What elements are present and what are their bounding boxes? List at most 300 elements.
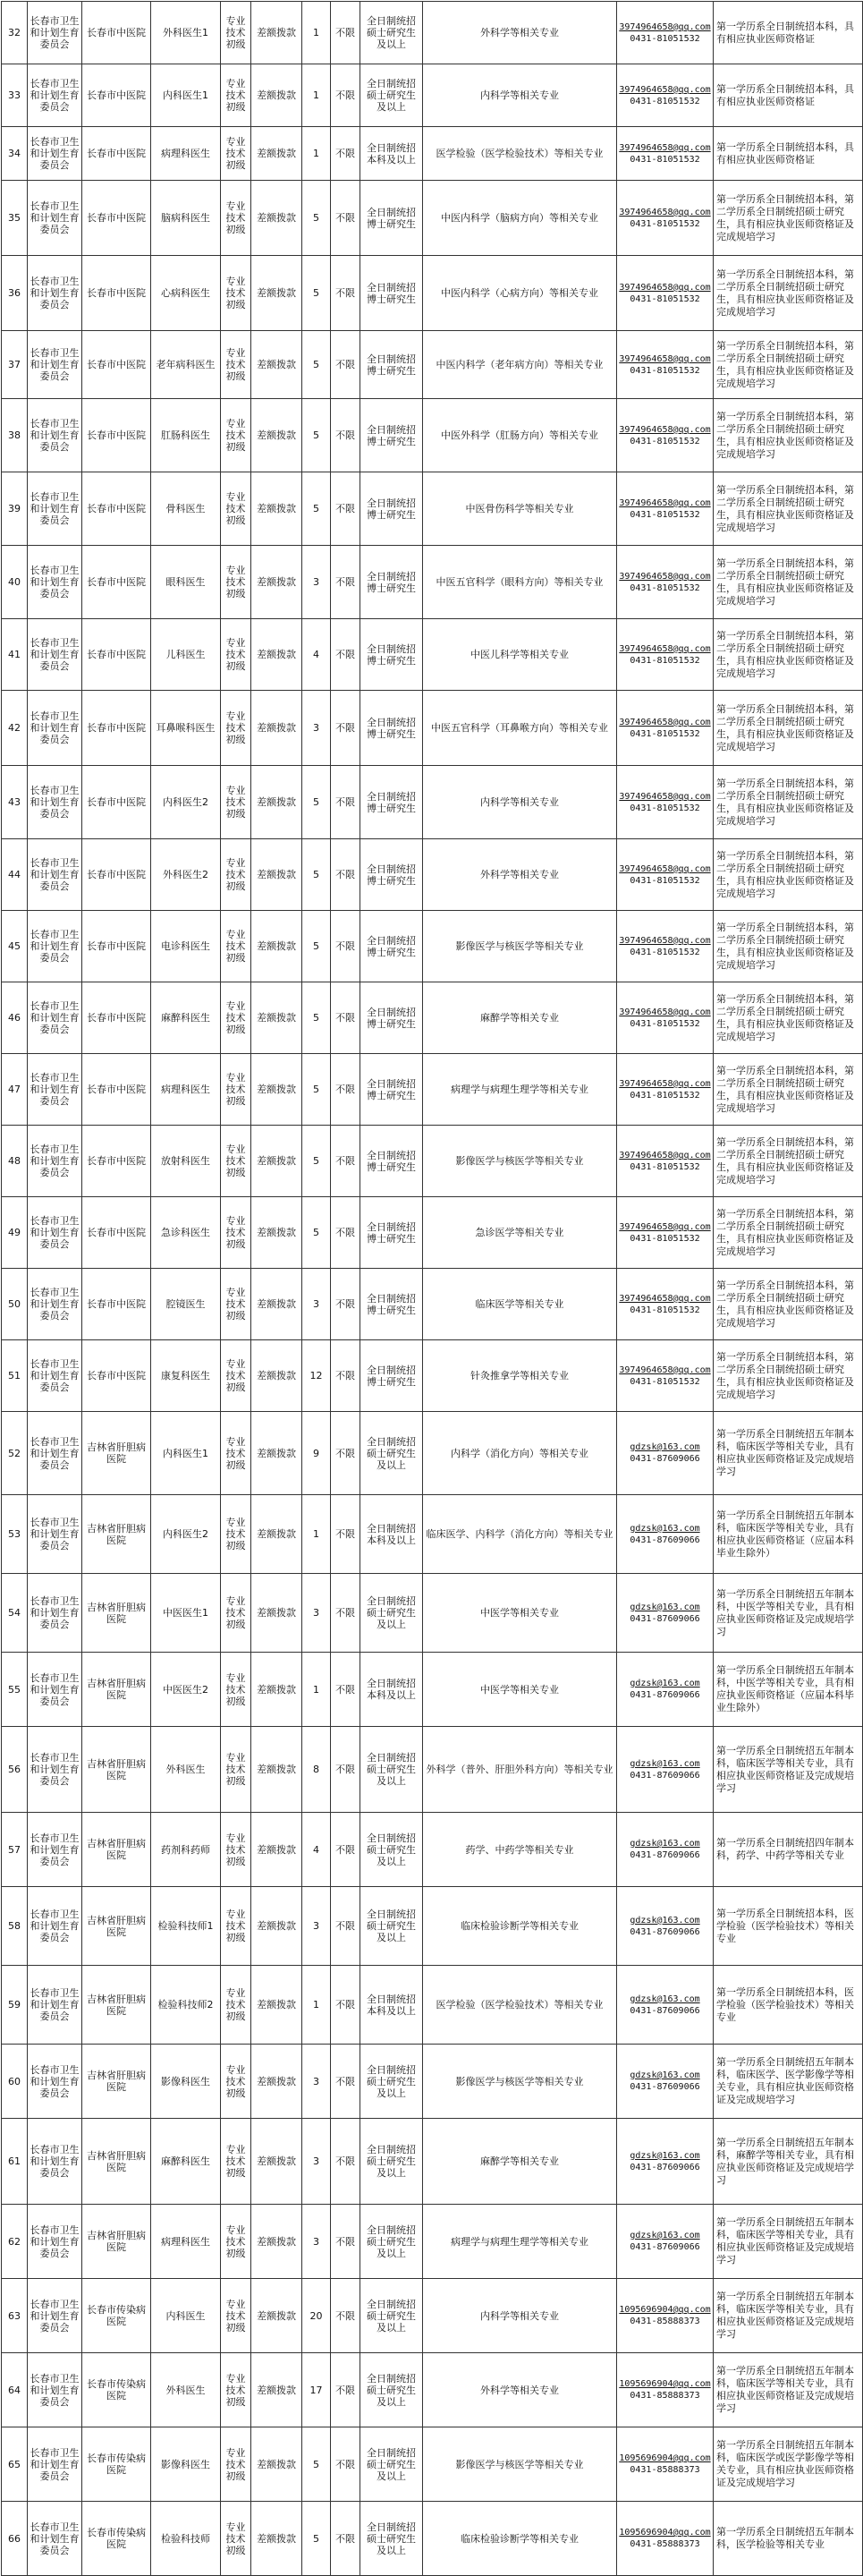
contact-email-link[interactable]: 3974964658@qq.com bbox=[619, 84, 711, 95]
cell-unit: 长春市中医院 bbox=[82, 766, 151, 839]
table-row bbox=[2, 1727, 863, 1813]
cell-age: 不限 bbox=[331, 2279, 360, 2353]
cell-post: 病理科医生 bbox=[151, 2205, 221, 2279]
cell-age: 不限 bbox=[331, 1126, 360, 1197]
cell-age: 不限 bbox=[331, 64, 360, 127]
cell-age: 不限 bbox=[331, 2205, 360, 2279]
contact-email-link[interactable]: 3974964658@qq.com bbox=[619, 142, 711, 153]
cell-funding: 差额拨款 bbox=[251, 839, 302, 911]
cell-category: 专业技术初级 bbox=[221, 691, 251, 766]
cell-major: 中医骨伤科学等相关专业 bbox=[423, 472, 617, 546]
cell-contact bbox=[617, 766, 714, 839]
cell-age: 不限 bbox=[331, 256, 360, 331]
cell-major: 病理学与病理生理学等相关专业 bbox=[423, 1054, 617, 1126]
cell-count: 3 bbox=[302, 1887, 331, 1966]
table-row bbox=[2, 1269, 863, 1340]
cell-category: 专业技术初级 bbox=[221, 1269, 251, 1340]
contact-phone: 0431-87609066 bbox=[630, 1770, 700, 1781]
cell-funding: 差额拨款 bbox=[251, 546, 302, 619]
contact-email-link[interactable]: gdzsk@163.com bbox=[630, 1915, 700, 1926]
cell-category: 专业技术初级 bbox=[221, 2, 251, 64]
contact-phone: 0431-81051532 bbox=[630, 582, 700, 593]
cell-contact bbox=[617, 1054, 714, 1126]
contact-email-link[interactable]: 3974964658@qq.com bbox=[619, 643, 711, 654]
contact-phone: 0431-81051532 bbox=[630, 1376, 700, 1387]
cell-funding: 差额拨款 bbox=[251, 2, 302, 64]
cell-category: 专业技术初级 bbox=[221, 619, 251, 691]
cell-unit: 长春市传染病医院 bbox=[82, 2353, 151, 2427]
contact-email-link[interactable]: gdzsk@163.com bbox=[630, 1994, 700, 2004]
cell-category: 专业技术初级 bbox=[221, 472, 251, 546]
contact-phone: 0431-87609066 bbox=[630, 2242, 700, 2252]
table-row bbox=[2, 1197, 863, 1269]
table-row bbox=[2, 1412, 863, 1495]
cell-count: 17 bbox=[302, 2353, 331, 2427]
cell-age: 不限 bbox=[331, 2, 360, 64]
cell-contact bbox=[617, 2, 714, 64]
cell-no: 44 bbox=[2, 839, 28, 911]
contact-phone: 0431-85888373 bbox=[630, 2539, 700, 2549]
contact-phone: 0431-81051532 bbox=[630, 1305, 700, 1315]
cell-contact bbox=[617, 127, 714, 181]
cell-contact bbox=[617, 1966, 714, 2045]
cell-category: 专业技术初级 bbox=[221, 1574, 251, 1653]
cell-major: 医学检验（医学检验技术）等相关专业 bbox=[423, 1966, 617, 2045]
contact-email-link[interactable]: 3974964658@qq.com bbox=[619, 1293, 711, 1304]
contact-email-link[interactable]: gdzsk@163.com bbox=[630, 1602, 700, 1612]
cell-no: 35 bbox=[2, 181, 28, 256]
cell-count: 5 bbox=[302, 1126, 331, 1197]
cell-age: 不限 bbox=[331, 982, 360, 1054]
cell-major: 中医五官科学（眼科方向）等相关专业 bbox=[423, 546, 617, 619]
cell-major: 中医学等相关专业 bbox=[423, 1653, 617, 1727]
contact-email-link[interactable]: 1095696904@qq.com bbox=[619, 2379, 711, 2389]
cell-department: 长春市卫生和计划生育委员会 bbox=[28, 911, 82, 982]
cell-department: 长春市卫生和计划生育委员会 bbox=[28, 1813, 82, 1887]
cell-category: 专业技术初级 bbox=[221, 982, 251, 1054]
contact-email-link[interactable]: 1095696904@qq.com bbox=[619, 2528, 711, 2538]
cell-education: 全日制统招硕士研究生及以上 bbox=[360, 2, 423, 64]
cell-age: 不限 bbox=[331, 399, 360, 472]
cell-condition: 第一学历系全日制统招五年制本科，临床医学等相关专业，具有相应执业医师资格证（应届本科毕业生除外） bbox=[714, 1495, 863, 1574]
cell-category: 专业技术初级 bbox=[221, 1340, 251, 1412]
table-row bbox=[2, 256, 863, 331]
cell-condition: 第一学历系全日制统招本科，第二学历系全日制统招硕士研究生，具有相应执业医师资格证及完成规培学习 bbox=[714, 1197, 863, 1269]
table-row bbox=[2, 1653, 863, 1727]
cell-major: 临床检验诊断学等相关专业 bbox=[423, 2502, 617, 2576]
contact-email-link[interactable]: 3974964658@qq.com bbox=[619, 791, 711, 802]
cell-education: 全日制统招本科及以上 bbox=[360, 127, 423, 181]
cell-count: 5 bbox=[302, 256, 331, 331]
contact-email-link[interactable]: 3974964658@qq.com bbox=[619, 571, 711, 582]
cell-major: 中医五官科学（耳鼻喉方向）等相关专业 bbox=[423, 691, 617, 766]
cell-category: 专业技术初级 bbox=[221, 181, 251, 256]
cell-no: 32 bbox=[2, 2, 28, 64]
cell-department: 长春市卫生和计划生育委员会 bbox=[28, 127, 82, 181]
table-row bbox=[2, 2119, 863, 2205]
cell-unit: 长春市中医院 bbox=[82, 2, 151, 64]
cell-department: 长春市卫生和计划生育委员会 bbox=[28, 331, 82, 399]
contact-email-link[interactable]: 3974964658@qq.com bbox=[619, 1150, 711, 1160]
cell-count: 1 bbox=[302, 1653, 331, 1727]
cell-condition: 第一学历系全日制统招五年制本科，临床医学等相关专业，具有相应执业医师资格证及完成规培学习 bbox=[714, 2279, 863, 2353]
cell-condition: 第一学历系全日制统招本科，第二学历系全日制统招硕士研究生，具有相应执业医师资格证及完成规培学习 bbox=[714, 619, 863, 691]
cell-count: 5 bbox=[302, 2427, 331, 2502]
cell-count: 5 bbox=[302, 331, 331, 399]
contact-phone: 0431-81051532 bbox=[630, 1018, 700, 1029]
cell-unit: 吉林省肝胆病医院 bbox=[82, 2045, 151, 2119]
cell-post: 麻醉科医生 bbox=[151, 982, 221, 1054]
cell-unit: 长春市中医院 bbox=[82, 546, 151, 619]
table-row bbox=[2, 1887, 863, 1966]
contact-email-link[interactable]: 3974964658@qq.com bbox=[619, 424, 711, 435]
contact-email-link[interactable]: 3974964658@qq.com bbox=[619, 21, 711, 32]
cell-unit: 吉林省肝胆病医院 bbox=[82, 1813, 151, 1887]
table-row bbox=[2, 691, 863, 766]
cell-category: 专业技术初级 bbox=[221, 2119, 251, 2205]
cell-category: 专业技术初级 bbox=[221, 1126, 251, 1197]
cell-major: 影像医学与核医学等相关专业 bbox=[423, 911, 617, 982]
cell-education: 全日制统招博士研究生 bbox=[360, 1126, 423, 1197]
cell-count: 1 bbox=[302, 64, 331, 127]
cell-funding: 差额拨款 bbox=[251, 1340, 302, 1412]
contact-email-link[interactable]: 3974964658@qq.com bbox=[619, 353, 711, 364]
cell-funding: 差额拨款 bbox=[251, 2427, 302, 2502]
cell-no: 34 bbox=[2, 127, 28, 181]
cell-condition: 第一学历系全日制统招五年制本科，医学检验等相关专业 bbox=[714, 2502, 863, 2576]
contact-phone: 0431-81051532 bbox=[630, 655, 700, 666]
cell-contact bbox=[617, 472, 714, 546]
cell-unit: 长春市传染病医院 bbox=[82, 2279, 151, 2353]
cell-unit: 吉林省肝胆病医院 bbox=[82, 2119, 151, 2205]
cell-age: 不限 bbox=[331, 619, 360, 691]
cell-major: 外科学（普外、肝胆外科方向）等相关专业 bbox=[423, 1727, 617, 1813]
cell-contact bbox=[617, 2205, 714, 2279]
cell-age: 不限 bbox=[331, 2427, 360, 2502]
table-row bbox=[2, 839, 863, 911]
contact-phone: 0431-81051532 bbox=[630, 875, 700, 886]
cell-condition: 第一学历系全日制统招本科，第二学历系全日制统招硕士研究生，具有相应执业医师资格证及完成规培学习 bbox=[714, 691, 863, 766]
cell-age: 不限 bbox=[331, 1054, 360, 1126]
cell-contact bbox=[617, 1887, 714, 1966]
cell-category: 专业技术初级 bbox=[221, 546, 251, 619]
cell-post: 老年病科医生 bbox=[151, 331, 221, 399]
cell-contact bbox=[617, 982, 714, 1054]
cell-major: 影像医学与核医学等相关专业 bbox=[423, 2427, 617, 2502]
cell-education: 全日制统招博士研究生 bbox=[360, 256, 423, 331]
cell-category: 专业技术初级 bbox=[221, 1727, 251, 1813]
cell-post: 肛肠科医生 bbox=[151, 399, 221, 472]
cell-category: 专业技术初级 bbox=[221, 2205, 251, 2279]
cell-funding: 差额拨款 bbox=[251, 1887, 302, 1966]
cell-contact bbox=[617, 1126, 714, 1197]
cell-age: 不限 bbox=[331, 691, 360, 766]
cell-age: 不限 bbox=[331, 2045, 360, 2119]
cell-funding: 差额拨款 bbox=[251, 1126, 302, 1197]
cell-contact bbox=[617, 181, 714, 256]
cell-department: 长春市卫生和计划生育委员会 bbox=[28, 691, 82, 766]
cell-major: 针灸推拿学等相关专业 bbox=[423, 1340, 617, 1412]
cell-age: 不限 bbox=[331, 181, 360, 256]
cell-post: 病理科医生 bbox=[151, 1054, 221, 1126]
cell-no: 64 bbox=[2, 2353, 28, 2427]
cell-count: 9 bbox=[302, 1412, 331, 1495]
table-row bbox=[2, 2353, 863, 2427]
cell-department: 长春市卫生和计划生育委员会 bbox=[28, 766, 82, 839]
cell-unit: 长春市中医院 bbox=[82, 839, 151, 911]
cell-no: 59 bbox=[2, 1966, 28, 2045]
contact-email-link[interactable]: 3974964658@qq.com bbox=[619, 497, 711, 508]
contact-phone: 0431-81051532 bbox=[630, 1233, 700, 1244]
cell-funding: 差额拨款 bbox=[251, 1966, 302, 2045]
cell-unit: 吉林省肝胆病医院 bbox=[82, 1653, 151, 1727]
cell-post: 麻醉科医生 bbox=[151, 2119, 221, 2205]
cell-no: 53 bbox=[2, 1495, 28, 1574]
contact-email-link[interactable]: 3974964658@qq.com bbox=[619, 1365, 711, 1375]
cell-unit: 吉林省肝胆病医院 bbox=[82, 1412, 151, 1495]
cell-education: 全日制统招博士研究生 bbox=[360, 1340, 423, 1412]
cell-count: 3 bbox=[302, 2045, 331, 2119]
cell-department: 长春市卫生和计划生育委员会 bbox=[28, 1966, 82, 2045]
cell-condition: 第一学历系全日制统招本科，第二学历系全日制统招硕士研究生，具有相应执业医师资格证及完成规培学习 bbox=[714, 1340, 863, 1412]
cell-education: 全日制统招博士研究生 bbox=[360, 331, 423, 399]
cell-department: 长春市卫生和计划生育委员会 bbox=[28, 1340, 82, 1412]
cell-condition: 第一学历系全日制统招本科，第二学历系全日制统招硕士研究生，具有相应执业医师资格证及完成规培学习 bbox=[714, 546, 863, 619]
cell-count: 3 bbox=[302, 2205, 331, 2279]
cell-age: 不限 bbox=[331, 1495, 360, 1574]
contact-phone: 0431-87609066 bbox=[630, 1690, 700, 1700]
table-row bbox=[2, 1495, 863, 1574]
cell-unit: 吉林省肝胆病医院 bbox=[82, 1574, 151, 1653]
cell-unit: 长春市中医院 bbox=[82, 127, 151, 181]
contact-email-link[interactable]: gdzsk@163.com bbox=[630, 2231, 700, 2240]
contact-email-link[interactable]: 3974964658@qq.com bbox=[619, 717, 711, 727]
table-row bbox=[2, 1340, 863, 1412]
contact-email-link[interactable]: 3974964658@qq.com bbox=[619, 1221, 711, 1232]
cell-post: 心病科医生 bbox=[151, 256, 221, 331]
cell-unit: 长春市中医院 bbox=[82, 399, 151, 472]
cell-post: 脑病科医生 bbox=[151, 181, 221, 256]
cell-education: 全日制统招硕士研究生及以上 bbox=[360, 1813, 423, 1887]
cell-condition: 第一学历系全日制统招五年制本科，临床医学等相关专业，具有相应执业医师资格证及完成规培学习 bbox=[714, 2353, 863, 2427]
table-row bbox=[2, 911, 863, 982]
cell-no: 46 bbox=[2, 982, 28, 1054]
cell-no: 56 bbox=[2, 1727, 28, 1813]
cell-department: 长春市卫生和计划生育委员会 bbox=[28, 2353, 82, 2427]
cell-no: 62 bbox=[2, 2205, 28, 2279]
contact-phone: 0431-81051532 bbox=[630, 436, 700, 446]
cell-count: 3 bbox=[302, 691, 331, 766]
cell-department: 长春市卫生和计划生育委员会 bbox=[28, 546, 82, 619]
contact-email-link[interactable]: 3974964658@qq.com bbox=[619, 282, 711, 293]
cell-funding: 差额拨款 bbox=[251, 1412, 302, 1495]
cell-contact bbox=[617, 2119, 714, 2205]
cell-major: 外科学等相关专业 bbox=[423, 839, 617, 911]
cell-post: 眼科医生 bbox=[151, 546, 221, 619]
cell-education: 全日制统招博士研究生 bbox=[360, 1197, 423, 1269]
cell-category: 专业技术初级 bbox=[221, 2353, 251, 2427]
cell-category: 专业技术初级 bbox=[221, 2427, 251, 2502]
contact-email-link[interactable]: 3974964658@qq.com bbox=[619, 863, 711, 874]
cell-condition: 第一学历系全日制统招五年制本科，临床医学等相关专业，具有相应执业医师资格证及完成规培学习 bbox=[714, 1412, 863, 1495]
contact-email-link[interactable]: gdzsk@163.com bbox=[630, 1839, 700, 1849]
cell-count: 5 bbox=[302, 839, 331, 911]
contact-email-link[interactable]: gdzsk@163.com bbox=[630, 1442, 700, 1452]
cell-post: 急诊科医生 bbox=[151, 1197, 221, 1269]
cell-funding: 差额拨款 bbox=[251, 1574, 302, 1653]
contact-phone: 0431-81051532 bbox=[630, 293, 700, 304]
cell-condition: 第一学历系全日制统招四年制本科，药学、中药学等相关专业 bbox=[714, 1813, 863, 1887]
contact-email-link[interactable]: gdzsk@163.com bbox=[630, 2070, 700, 2080]
cell-unit: 长春市传染病医院 bbox=[82, 2427, 151, 2502]
contact-phone: 0431-87609066 bbox=[630, 1926, 700, 1937]
cell-age: 不限 bbox=[331, 911, 360, 982]
contact-email-link[interactable]: gdzsk@163.com bbox=[630, 1758, 700, 1769]
cell-post: 检验科技师1 bbox=[151, 1887, 221, 1966]
cell-post: 康复科医生 bbox=[151, 1340, 221, 1412]
cell-contact bbox=[617, 2279, 714, 2353]
cell-department: 长春市卫生和计划生育委员会 bbox=[28, 256, 82, 331]
cell-unit: 长春市中医院 bbox=[82, 1126, 151, 1197]
table-row bbox=[2, 472, 863, 546]
cell-education: 全日制统招硕士研究生及以上 bbox=[360, 2045, 423, 2119]
cell-category: 专业技术初级 bbox=[221, 2502, 251, 2576]
cell-age: 不限 bbox=[331, 127, 360, 181]
cell-post: 外科医生1 bbox=[151, 2, 221, 64]
cell-age: 不限 bbox=[331, 331, 360, 399]
cell-post: 内科医生1 bbox=[151, 1412, 221, 1495]
cell-funding: 差额拨款 bbox=[251, 399, 302, 472]
cell-age: 不限 bbox=[331, 1574, 360, 1653]
cell-post: 外科医生 bbox=[151, 2353, 221, 2427]
table-body bbox=[2, 2, 863, 2576]
cell-contact bbox=[617, 1197, 714, 1269]
cell-funding: 差额拨款 bbox=[251, 1054, 302, 1126]
cell-post: 影像科医生 bbox=[151, 2045, 221, 2119]
contact-email-link[interactable]: 1095696904@qq.com bbox=[619, 2305, 711, 2315]
contact-email-link[interactable]: gdzsk@163.com bbox=[630, 1679, 700, 1688]
table-row bbox=[2, 1574, 863, 1653]
cell-contact bbox=[617, 1813, 714, 1887]
contact-email-link[interactable]: 1095696904@qq.com bbox=[619, 2453, 711, 2463]
table-row bbox=[2, 399, 863, 472]
cell-unit: 长春市中医院 bbox=[82, 64, 151, 127]
cell-education: 全日制统招硕士研究生及以上 bbox=[360, 2502, 423, 2576]
cell-department: 长春市卫生和计划生育委员会 bbox=[28, 2045, 82, 2119]
cell-category: 专业技术初级 bbox=[221, 1813, 251, 1887]
contact-email-link[interactable]: gdzsk@163.com bbox=[630, 1523, 700, 1534]
contact-email-link[interactable]: 3974964658@qq.com bbox=[619, 1078, 711, 1089]
cell-no: 36 bbox=[2, 256, 28, 331]
table-row bbox=[2, 546, 863, 619]
cell-education: 全日制统招硕士研究生及以上 bbox=[360, 2279, 423, 2353]
cell-major: 中医内科学（脑病方向）等相关专业 bbox=[423, 181, 617, 256]
cell-post: 内科医生2 bbox=[151, 766, 221, 839]
cell-post: 电诊科医生 bbox=[151, 911, 221, 982]
cell-post: 腔镜医生 bbox=[151, 1269, 221, 1340]
contact-email-link[interactable]: 3974964658@qq.com bbox=[619, 935, 711, 946]
contact-email-link[interactable]: 3974964658@qq.com bbox=[619, 207, 711, 217]
contact-email-link[interactable]: 3974964658@qq.com bbox=[619, 1007, 711, 1017]
cell-condition: 第一学历系全日制统招五年制本科，临床医学或医学影像学等相关专业，具有相应执业医师资格证及完成规培学习 bbox=[714, 2427, 863, 2502]
cell-condition: 第一学历系全日制统招本科，具有相应执业医师资格证 bbox=[714, 127, 863, 181]
cell-contact bbox=[617, 2502, 714, 2576]
cell-condition: 第一学历系全日制统招五年制本科，临床医学等相关专业，具有相应执业医师资格证及完成规培学习 bbox=[714, 1727, 863, 1813]
cell-funding: 差额拨款 bbox=[251, 2502, 302, 2576]
cell-department: 长春市卫生和计划生育委员会 bbox=[28, 2205, 82, 2279]
cell-education: 全日制统招博士研究生 bbox=[360, 1269, 423, 1340]
cell-education: 全日制统招本科及以上 bbox=[360, 1495, 423, 1574]
cell-funding: 差额拨款 bbox=[251, 1813, 302, 1887]
cell-no: 33 bbox=[2, 64, 28, 127]
cell-contact bbox=[617, 2045, 714, 2119]
cell-department: 长春市卫生和计划生育委员会 bbox=[28, 472, 82, 546]
cell-count: 3 bbox=[302, 2119, 331, 2205]
cell-category: 专业技术初级 bbox=[221, 399, 251, 472]
contact-phone: 0431-87609066 bbox=[630, 2082, 700, 2092]
cell-major: 临床检验诊断学等相关专业 bbox=[423, 1887, 617, 1966]
contact-phone: 0431-87609066 bbox=[630, 1454, 700, 1464]
contact-phone: 0431-81051532 bbox=[630, 33, 700, 44]
cell-condition: 第一学历系全日制统招本科，第二学历系全日制统招硕士研究生，具有相应执业医师资格证及完成规培学习 bbox=[714, 1054, 863, 1126]
cell-department: 长春市卫生和计划生育委员会 bbox=[28, 1495, 82, 1574]
cell-category: 专业技术初级 bbox=[221, 1054, 251, 1126]
cell-no: 65 bbox=[2, 2427, 28, 2502]
cell-no: 41 bbox=[2, 619, 28, 691]
contact-phone: 0431-87609066 bbox=[630, 1535, 700, 1545]
cell-age: 不限 bbox=[331, 2353, 360, 2427]
cell-education: 全日制统招硕士研究生及以上 bbox=[360, 1574, 423, 1653]
cell-age: 不限 bbox=[331, 766, 360, 839]
cell-category: 专业技术初级 bbox=[221, 766, 251, 839]
cell-major: 中医外科学（肛肠方向）等相关专业 bbox=[423, 399, 617, 472]
cell-major: 外科学等相关专业 bbox=[423, 2353, 617, 2427]
cell-major: 内科学等相关专业 bbox=[423, 766, 617, 839]
cell-no: 63 bbox=[2, 2279, 28, 2353]
cell-education: 全日制统招博士研究生 bbox=[360, 911, 423, 982]
cell-major: 内科学等相关专业 bbox=[423, 2279, 617, 2353]
contact-phone: 0431-81051532 bbox=[630, 509, 700, 520]
cell-department: 长春市卫生和计划生育委员会 bbox=[28, 619, 82, 691]
cell-count: 5 bbox=[302, 181, 331, 256]
contact-email-link[interactable]: gdzsk@163.com bbox=[630, 2150, 700, 2161]
cell-department: 长春市卫生和计划生育委员会 bbox=[28, 2119, 82, 2205]
cell-funding: 差额拨款 bbox=[251, 64, 302, 127]
cell-post: 内科医生2 bbox=[151, 1495, 221, 1574]
cell-department: 长春市卫生和计划生育委员会 bbox=[28, 982, 82, 1054]
cell-contact bbox=[617, 1653, 714, 1727]
contact-phone: 0431-81051532 bbox=[630, 728, 700, 739]
cell-department: 长春市卫生和计划生育委员会 bbox=[28, 839, 82, 911]
cell-condition: 第一学历系全日制统招本科，第二学历系全日制统招硕士研究生，具有相应执业医师资格证及完成规培学习 bbox=[714, 839, 863, 911]
cell-funding: 差额拨款 bbox=[251, 911, 302, 982]
cell-condition: 第一学历系全日制统招本科，具有相应执业医师资格证 bbox=[714, 2, 863, 64]
cell-category: 专业技术初级 bbox=[221, 1495, 251, 1574]
cell-unit: 长春市中医院 bbox=[82, 181, 151, 256]
cell-department: 长春市卫生和计划生育委员会 bbox=[28, 2, 82, 64]
cell-unit: 吉林省肝胆病医院 bbox=[82, 1966, 151, 2045]
cell-major: 急诊医学等相关专业 bbox=[423, 1197, 617, 1269]
cell-funding: 差额拨款 bbox=[251, 766, 302, 839]
cell-contact bbox=[617, 1727, 714, 1813]
cell-major: 药学、中药学等相关专业 bbox=[423, 1813, 617, 1887]
cell-funding: 差额拨款 bbox=[251, 2353, 302, 2427]
contact-phone: 0431-81051532 bbox=[630, 947, 700, 957]
cell-category: 专业技术初级 bbox=[221, 1887, 251, 1966]
contact-phone: 0431-87609066 bbox=[630, 2162, 700, 2172]
cell-post: 病理科医生 bbox=[151, 127, 221, 181]
table-row bbox=[2, 331, 863, 399]
